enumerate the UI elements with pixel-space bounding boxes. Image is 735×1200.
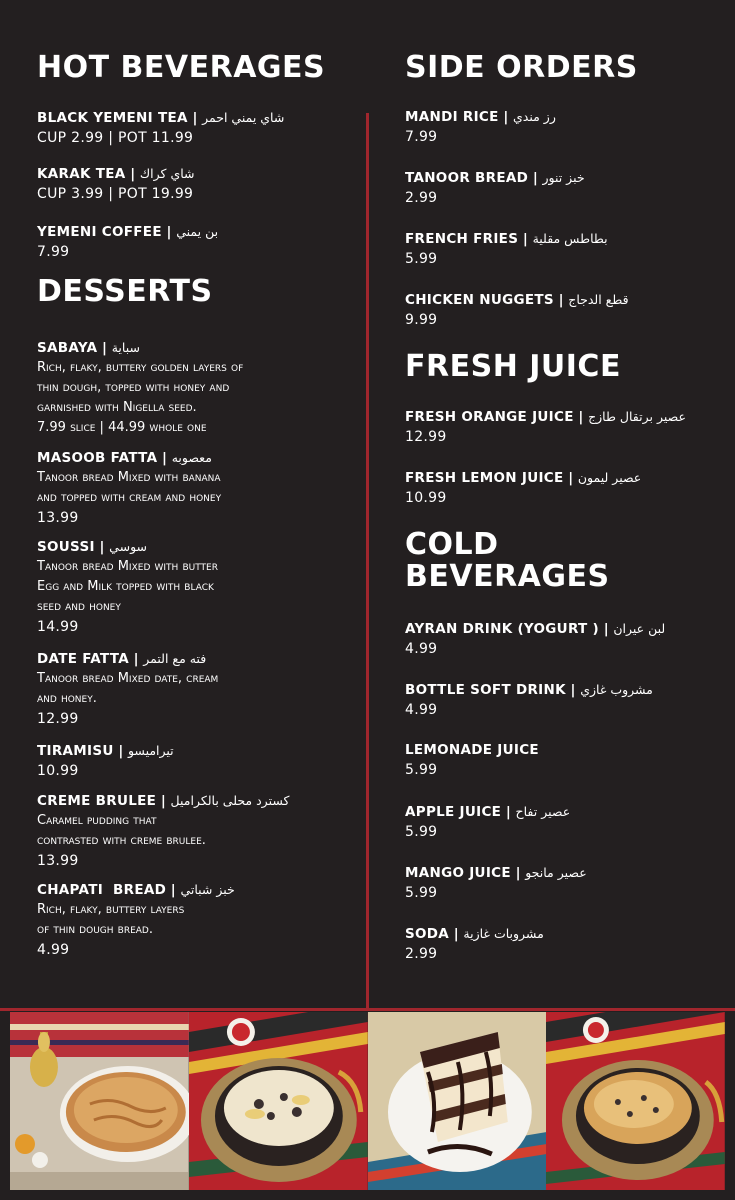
item-price: 7.99	[405, 129, 438, 145]
cold-beverages-heading-line1: COLD	[405, 527, 499, 562]
item-description-line: Tanoor bread Mixed with banana	[37, 470, 221, 485]
item-price: 12.99	[37, 711, 79, 727]
menu-item-creme-brulee: CREME BRULEE | كسترد محلى بالكراميل Caramel pudding that contrasted with creme brulee. 13.99	[37, 791, 357, 871]
item-description-line: seed and honey	[37, 599, 121, 614]
item-arabic: عصير برتقال طازج	[588, 409, 686, 424]
menu-item-yemeni-coffee: YEMENI COFFEE | بن يمني 7.99	[37, 222, 357, 262]
item-name: TANOOR BREAD	[405, 170, 529, 186]
hot-beverages-heading: HOT BEVERAGES	[37, 50, 326, 85]
menu-item-soda: SODA | مشروبات غازية 2.99	[405, 924, 725, 964]
item-arabic: عصير تفاح	[515, 804, 571, 819]
item-price: 7.99 slice | 44.99 whole one	[37, 420, 207, 435]
item-arabic: سوسي	[109, 539, 147, 554]
item-arabic: بن يمني	[176, 224, 219, 239]
item-name: LEMONADE JUICE	[405, 742, 539, 758]
menu-item-tanoor-bread: TANOOR BREAD | خبز تنور 2.99	[405, 168, 725, 208]
menu-item-mandi-rice: MANDI RICE | رز مندي 7.99	[405, 107, 725, 147]
item-price: CUP 3.99 | POT 19.99	[37, 186, 194, 202]
item-description-line: contrasted with creme brulee.	[37, 833, 206, 848]
item-name: BOTTLE SOFT DRINK	[405, 682, 566, 698]
item-price: 13.99	[37, 853, 79, 869]
item-arabic: مشروبات غازية	[463, 926, 544, 941]
item-name: SOUSSI	[37, 539, 95, 555]
item-description-line: Tanoor bread Mixed with butter	[37, 559, 218, 574]
item-arabic: قطع الدجاج	[568, 292, 629, 307]
menu-item-mango-juice: MANGO JUICE | عصير مانجو 5.99	[405, 863, 725, 903]
item-price: 4.99	[405, 702, 438, 718]
item-description-line: Rich, flaky, buttery layers	[37, 902, 185, 917]
item-description-line: Tanoor bread Mixed date, cream	[37, 671, 219, 686]
item-name: MANDI RICE	[405, 109, 499, 125]
item-price: 5.99	[405, 824, 438, 840]
item-arabic: تيراميسو	[127, 743, 174, 758]
item-name: CHAPATI BREAD	[37, 882, 167, 898]
item-price: 4.99	[405, 641, 438, 657]
item-arabic: شاي كراك	[139, 166, 195, 181]
item-description-line: of thin dough bread.	[37, 922, 153, 937]
menu-item-fresh-lemon-juice: FRESH LEMON JUICE | عصير ليمون 10.99	[405, 468, 725, 508]
item-arabic: معصوبه	[171, 450, 212, 465]
item-name: FRENCH FRIES	[405, 231, 519, 247]
menu-item-tiramisu: TIRAMISU | تيراميسو 10.99	[37, 741, 357, 781]
item-name: SABAYA	[37, 340, 98, 356]
item-arabic: عصير مانجو	[525, 865, 587, 880]
item-name: MASOOB FATTA	[37, 450, 158, 466]
fresh-juice-heading: FRESH JUICE	[405, 349, 621, 384]
item-arabic: كسترد محلى بالكراميل	[170, 793, 290, 808]
item-arabic: رز مندي	[513, 109, 556, 124]
masoob-fatta-photo	[189, 1012, 368, 1190]
side-orders-heading: SIDE ORDERS	[405, 50, 638, 85]
item-price: 10.99	[405, 490, 447, 506]
item-arabic: عصير ليمون	[577, 470, 642, 485]
menu-item-karak-tea: KARAK TEA | شاي كراك CUP 3.99 | POT 19.99	[37, 164, 357, 204]
item-arabic: سباية	[111, 340, 140, 355]
menu-item-chicken-nuggets: CHICKEN NUGGETS | قطع الدجاج 9.99	[405, 290, 725, 330]
item-description-line: Caramel pudding that	[37, 813, 157, 828]
item-arabic: فته مع التمر	[143, 651, 207, 666]
item-price: 5.99	[405, 251, 438, 267]
sabaya-photo	[10, 1012, 189, 1190]
item-price: 9.99	[405, 312, 438, 328]
menu-item-ayran-drink: AYRAN DRINK (YOGURT ) | لبن عيران 4.99	[405, 619, 725, 659]
menu-item-black-yemeni-tea: BLACK YEMENI TEA | شاي يمني احمر CUP 2.99 | POT 11.99	[37, 108, 357, 148]
item-description-line: and honey.	[37, 691, 97, 706]
item-price: 10.99	[37, 763, 79, 779]
menu-item-masoob-fatta: MASOOB FATTA | معصوبه Tanoor bread Mixed with banana and topped with cream and honey 13.99	[37, 448, 357, 528]
item-name: FRESH ORANGE JUICE	[405, 409, 574, 425]
photo-strip-divider	[0, 1008, 735, 1011]
item-price: 7.99	[37, 244, 70, 260]
menu-item-french-fries: FRENCH FRIES | بطاطس مقلية 5.99	[405, 229, 725, 269]
item-description-line: thin dough, topped with honey and	[37, 380, 230, 395]
item-description-line: Egg and Milk topped with black	[37, 579, 214, 594]
item-price: 2.99	[405, 190, 438, 206]
item-name: AYRAN DRINK (YOGURT )	[405, 621, 600, 637]
item-name: TIRAMISU	[37, 743, 114, 759]
cold-beverages-heading-line2: BEVERAGES	[405, 559, 610, 594]
item-arabic: شاي يمني احمر	[202, 110, 285, 125]
item-price: 2.99	[405, 946, 438, 962]
item-name: YEMENI COFFEE	[37, 224, 162, 240]
item-description-line: Rich, flaky, buttery golden layers of	[37, 360, 244, 375]
item-price: CUP 2.99 | POT 11.99	[37, 130, 194, 146]
photo-strip	[10, 1012, 725, 1190]
item-name: CHICKEN NUGGETS	[405, 292, 554, 308]
chocolate-cake-photo	[368, 1012, 547, 1190]
menu-item-sabaya: SABAYA | سباية Rich, flaky, buttery golden layers of thin dough, topped with honey and garnished with Nigella seed. 7.99 slice | 44.99 whole one	[37, 338, 357, 438]
column-divider	[366, 113, 369, 1010]
item-arabic: مشروب غازي	[580, 682, 653, 697]
item-price: 4.99	[37, 942, 70, 958]
cold-beverages-heading	[405, 529, 725, 593]
item-arabic: بطاطس مقلية	[532, 231, 608, 246]
item-price: 12.99	[405, 429, 447, 445]
item-price: 5.99	[405, 885, 438, 901]
item-name: APPLE JUICE	[405, 804, 502, 820]
menu-item-lemonade-juice	[405, 741, 725, 780]
soussi-photo	[546, 1012, 725, 1190]
menu-item-bottle-soft-drink: BOTTLE SOFT DRINK | مشروب غازي 4.99	[405, 680, 725, 720]
item-price: 14.99	[37, 619, 79, 635]
item-price: 5.99	[405, 762, 438, 778]
menu-item-date-fatta: DATE FATTA | فته مع التمر Tanoor bread Mixed date, cream and honey. 12.99	[37, 649, 357, 729]
item-name: CREME BRULEE	[37, 793, 157, 809]
item-description-line: and topped with cream and honey	[37, 490, 222, 505]
item-description-line: garnished with Nigella seed.	[37, 400, 197, 415]
menu-item-apple-juice: APPLE JUICE | عصير تفاح 5.99	[405, 802, 725, 842]
menu-item-fresh-orange-juice: FRESH ORANGE JUICE | عصير برتقال طازج 12.99	[405, 407, 725, 447]
item-arabic: خبز شباتي	[180, 882, 235, 897]
desserts-heading: DESSERTS	[37, 274, 213, 309]
item-name: BLACK YEMENI TEA	[37, 110, 188, 126]
item-name: FRESH LEMON JUICE	[405, 470, 564, 486]
item-arabic: خبز تنور	[542, 170, 585, 185]
item-name: MANGO JUICE	[405, 865, 511, 881]
item-name: SODA	[405, 926, 450, 942]
item-name: DATE FATTA	[37, 651, 129, 667]
item-price: 13.99	[37, 510, 79, 526]
menu-item-chapati-bread: CHAPATI BREAD | خبز شباتي Rich, flaky, buttery layers of thin dough bread. 4.99	[37, 880, 357, 960]
menu-item-soussi: SOUSSI | سوسي Tanoor bread Mixed with butter Egg and Milk topped with black seed and honey 14.99	[37, 537, 357, 637]
item-name: KARAK TEA	[37, 166, 126, 182]
item-arabic: لبن عيران	[613, 621, 666, 636]
